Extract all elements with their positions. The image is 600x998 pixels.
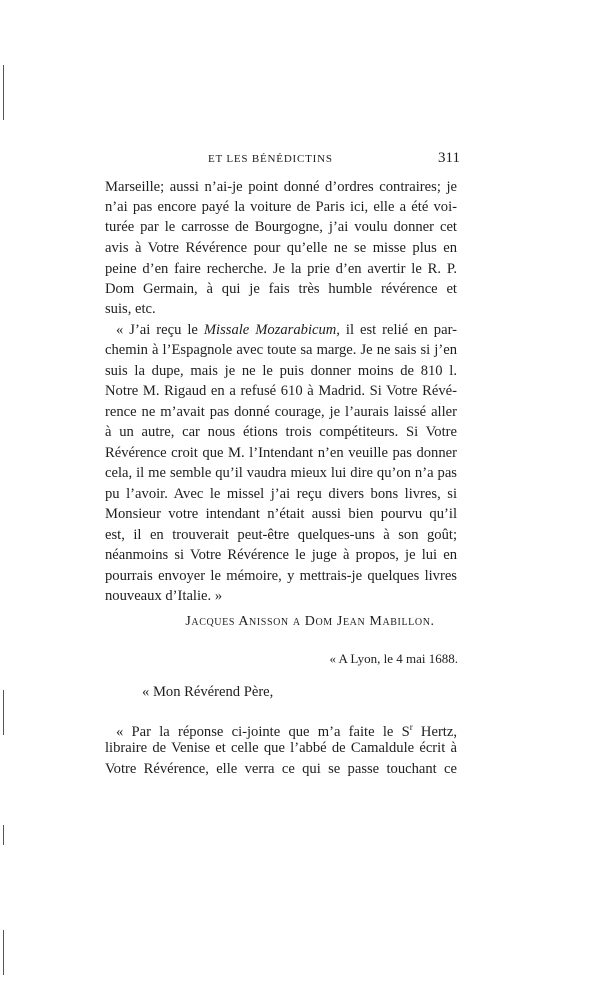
text-line: nouveaux d’Italie. » [105, 588, 223, 604]
text-span: « J’ai reçu le [116, 322, 204, 338]
running-head-title: ET LES BÉNÉDICTINS [208, 153, 333, 165]
salutation: « Mon Révérend Père, [142, 684, 274, 700]
text-line: n’ai pas encore payé la voiture de Paris ici, elle a été voi- [105, 199, 457, 215]
text-line: peine d’en faire recherche. Je la prie d’en avertir le R. P. [105, 261, 457, 277]
text-span: il est relié en par- [339, 322, 458, 338]
superscript: r [409, 722, 413, 732]
text-line: libraire de Venise et celle que l’abbé de Camaldule écrit à [105, 740, 457, 756]
text-line: est, il en trouverait peut-être quelques-uns à son goût; [105, 527, 457, 543]
letter-heading: Jacques Anisson a Dom Jean Mabillon. [185, 614, 435, 629]
text-line: néanmoins si Votre Révérence le juge à propos, je lui en [105, 547, 457, 563]
text-line: pu l’avoir. Avec le missel j’ai reçu divers bons livres, si [105, 486, 457, 502]
text-line: suis, etc. [105, 301, 156, 317]
paragraph-first-line [116, 320, 457, 340]
text-line: Notre M. Rigaud en a refusé 610 à Madrid. Si Votre Révé- [105, 383, 457, 399]
text-line: Marseille; aussi n’ai-je point donné d’ordres contraires; je [105, 179, 457, 195]
text-line: à un autre, car nous étions trois compétiteurs. Si Votre [105, 424, 457, 440]
page-number: 311 [438, 150, 460, 166]
text-line: suis la dupe, mais je ne le puis donner moins de 810 l. [105, 363, 457, 379]
text-line: chemin à l’Espagnole avec toute sa marge. Je ne sais si j’en [105, 342, 457, 358]
running-head [100, 150, 460, 170]
left-margin-scan-mark [3, 65, 4, 120]
text-line: turée par le carrosse de Bourgogne, j’ai voulu donner cet [105, 219, 457, 235]
text-line: Votre Révérence, elle verra ce qui se passe touchant ce [105, 761, 457, 777]
dateline: « A Lyon, le 4 mai 1688. [329, 651, 458, 666]
left-margin-scan-mark [3, 930, 4, 975]
left-margin-scan-mark [3, 825, 4, 845]
text-line: Dom Germain, à qui je fais très humble révérence et [105, 281, 457, 297]
book-title-italic: Missale Mozarabicum, [203, 322, 340, 338]
text-line: pourrais envoyer le mémoire, y mettrais-je quelques livres [105, 568, 457, 584]
text-span: Hertz, [412, 723, 457, 740]
text-line: cela, il me semble qu’il vaudra mieux lui dire qu’on n’a pas [105, 465, 457, 481]
left-margin-scan-mark [3, 690, 4, 735]
text-span: « Par la réponse ci-jointe que m’a faite le S [116, 723, 410, 740]
text-line: Monsieur votre intendant n’était aussi bien pourvu qu’il [105, 506, 457, 522]
text-line: Révérence croit que M. l’Intendant n’en veuille pas donner [105, 445, 457, 461]
text-line: avis à Votre Révérence pour qu’elle ne se misse plus en [105, 240, 457, 256]
text-line: rence ne m’avait pas donné courage, je l’aurais laissé aller [105, 404, 457, 420]
